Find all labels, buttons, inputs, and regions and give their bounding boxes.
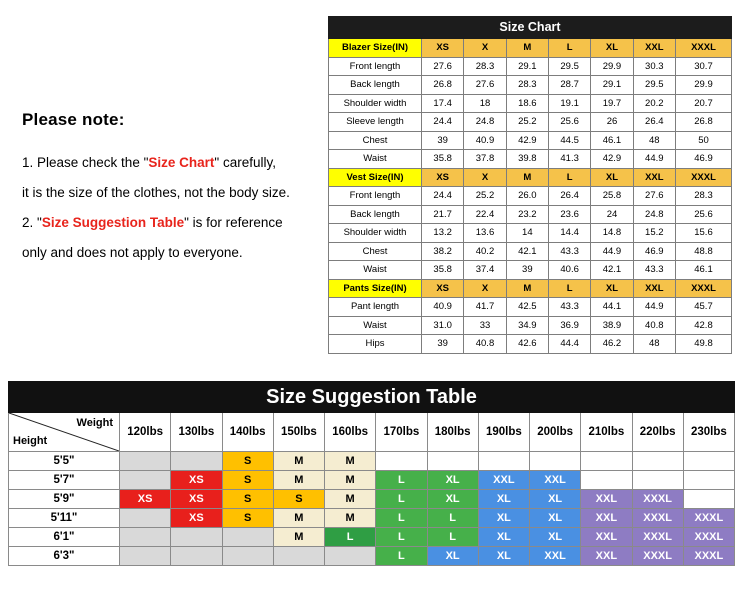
size-chart-row: [329, 57, 732, 76]
size-chart-cell: 44.9: [633, 298, 675, 317]
suggestion-cell: XL: [427, 547, 478, 566]
size-chart-title-row: [329, 17, 732, 39]
weight-column-header: 170lbs: [376, 413, 427, 452]
suggestion-cell: XL: [478, 490, 529, 509]
weight-column-header: 210lbs: [581, 413, 632, 452]
size-chart-cell: 18: [464, 94, 506, 113]
suggestion-cell: [120, 452, 171, 471]
suggestion-cell: S: [222, 509, 273, 528]
size-chart-size-header: XS: [422, 279, 464, 298]
suggestion-cell: [581, 471, 632, 490]
suggestion-cell: M: [325, 452, 376, 471]
size-chart-cell: 43.3: [548, 298, 590, 317]
size-chart-row: [329, 131, 732, 150]
height-row-header: 5'7": [9, 471, 120, 490]
suggestion-cell: L: [325, 528, 376, 547]
size-chart-cell: 26.8: [675, 113, 731, 132]
size-chart-measure-label: Hips: [329, 335, 422, 354]
size-chart-size-header: XL: [591, 39, 633, 58]
size-chart-row: [329, 242, 732, 261]
suggestion-cell: XL: [530, 528, 581, 547]
suggestion-title-row: [9, 382, 735, 413]
size-chart-cell: 25.2: [506, 113, 548, 132]
size-chart-cell: 28.3: [675, 187, 731, 206]
size-chart-cell: 46.2: [591, 335, 633, 354]
size-chart-cell: 23.6: [548, 205, 590, 224]
suggestion-cell: [683, 471, 734, 490]
size-chart-cell: 50: [675, 131, 731, 150]
suggestion-cell: M: [325, 509, 376, 528]
size-chart-cell: 44.4: [548, 335, 590, 354]
suggestion-cell: XXXL: [683, 528, 734, 547]
size-chart-row: [329, 113, 732, 132]
size-chart-cell: 48: [633, 131, 675, 150]
suggestion-row: [9, 509, 735, 528]
suggestion-cell: [581, 452, 632, 471]
suggestion-row: [9, 490, 735, 509]
size-chart-cell: 14.4: [548, 224, 590, 243]
size-chart-header-row: [329, 168, 732, 187]
size-chart-cell: 28.7: [548, 76, 590, 95]
size-chart-cell: 25.6: [675, 205, 731, 224]
size-chart-size-header: X: [464, 279, 506, 298]
suggestion-cell: [376, 452, 427, 471]
size-chart-category-label: Vest Size(IN): [329, 168, 422, 187]
size-chart-cell: 46.9: [675, 150, 731, 169]
suggestion-cell: XXXL: [632, 528, 683, 547]
size-chart-size-header: XXL: [633, 279, 675, 298]
suggestion-cell: S: [222, 471, 273, 490]
suggestion-cell: XXL: [530, 547, 581, 566]
size-chart-cell: 18.6: [506, 94, 548, 113]
size-chart-measure-label: Front length: [329, 187, 422, 206]
size-chart-measure-label: Chest: [329, 131, 422, 150]
size-chart-cell: 19.7: [591, 94, 633, 113]
size-chart-size-header: XXXL: [675, 168, 731, 187]
size-chart-cell: 29.1: [506, 57, 548, 76]
size-chart-cell: 29.9: [675, 76, 731, 95]
size-chart-row: [329, 150, 732, 169]
size-chart-cell: 15.2: [633, 224, 675, 243]
size-chart-size-header: XXL: [633, 168, 675, 187]
size-chart-cell: 14.8: [591, 224, 633, 243]
suggestion-cell: M: [325, 490, 376, 509]
size-suggestion-table: [8, 381, 735, 566]
suggestion-cell: XL: [478, 509, 529, 528]
suggestion-cell: [632, 471, 683, 490]
weight-column-header: 150lbs: [273, 413, 324, 452]
size-chart-cell: 40.9: [422, 298, 464, 317]
suggestion-cell: XXL: [581, 509, 632, 528]
please-note-block: [22, 110, 322, 268]
size-chart-size-header: XXXL: [675, 39, 731, 58]
suggestion-cell: [273, 547, 324, 566]
suggestion-cell: XXL: [581, 528, 632, 547]
size-chart-cell: 19.1: [548, 94, 590, 113]
size-chart-row: [329, 298, 732, 317]
size-chart-measure-label: Waist: [329, 150, 422, 169]
size-chart-cell: 48: [633, 335, 675, 354]
suggestion-cell: XS: [171, 490, 222, 509]
size-chart-cell: 24.4: [422, 113, 464, 132]
size-chart-cell: 20.7: [675, 94, 731, 113]
suggestion-row: [9, 452, 735, 471]
suggestion-cell: XL: [427, 471, 478, 490]
suggestion-cell: XXXL: [632, 547, 683, 566]
size-chart-cell: 22.4: [464, 205, 506, 224]
size-chart-cell: 42.5: [506, 298, 548, 317]
size-chart-measure-label: Shoulder width: [329, 224, 422, 243]
size-chart-header-row: [329, 279, 732, 298]
suggestion-cell: L: [376, 490, 427, 509]
note-line-1: [22, 148, 322, 178]
size-chart-measure-label: Waist: [329, 261, 422, 280]
suggestion-row: [9, 471, 735, 490]
size-chart-cell: 42.9: [591, 150, 633, 169]
size-chart-cell: 37.4: [464, 261, 506, 280]
size-chart-cell: 30.3: [633, 57, 675, 76]
size-chart-size-header: XS: [422, 168, 464, 187]
size-chart-cell: 34.9: [506, 316, 548, 335]
size-chart-measure-label: Pant length: [329, 298, 422, 317]
size-chart-cell: 42.6: [506, 335, 548, 354]
size-chart-cell: 13.2: [422, 224, 464, 243]
size-chart-size-header: M: [506, 39, 548, 58]
weight-column-header: 190lbs: [478, 413, 529, 452]
size-chart-cell: 29.5: [548, 57, 590, 76]
weight-axis-label: Weight: [76, 417, 113, 429]
size-chart-cell: 39: [506, 261, 548, 280]
size-chart-cell: 39: [422, 335, 464, 354]
size-chart-cell: 24.4: [422, 187, 464, 206]
height-row-header: 6'1": [9, 528, 120, 547]
suggestion-cell: XL: [478, 528, 529, 547]
size-chart-cell: 26.4: [633, 113, 675, 132]
size-chart-cell: 45.7: [675, 298, 731, 317]
height-row-header: 6'3": [9, 547, 120, 566]
size-chart-cell: 26: [591, 113, 633, 132]
suggestion-cell: L: [376, 509, 427, 528]
suggestion-cell: M: [273, 528, 324, 547]
size-chart-cell: 17.4: [422, 94, 464, 113]
size-chart-cell: 46.1: [675, 261, 731, 280]
size-chart-cell: 30.7: [675, 57, 731, 76]
size-chart-cell: 44.5: [548, 131, 590, 150]
size-chart-size-header: M: [506, 168, 548, 187]
suggestion-cell: L: [427, 509, 478, 528]
suggestion-cell: [120, 528, 171, 547]
size-chart-cell: 35.8: [422, 150, 464, 169]
size-chart-cell: 40.8: [464, 335, 506, 354]
suggestion-cell: XXL: [478, 471, 529, 490]
size-chart-cell: 38.9: [591, 316, 633, 335]
size-chart-size-header: X: [464, 168, 506, 187]
height-row-header: 5'11": [9, 509, 120, 528]
size-chart-header-row: [329, 39, 732, 58]
size-chart-cell: 24.8: [464, 113, 506, 132]
size-chart-size-header: X: [464, 39, 506, 58]
size-chart-cell: 43.3: [548, 242, 590, 261]
height-row-header: 5'9": [9, 490, 120, 509]
suggestion-cell: [120, 509, 171, 528]
size-chart-table: [328, 16, 732, 354]
suggestion-cell: [222, 528, 273, 547]
size-chart-cell: 20.2: [633, 94, 675, 113]
size-chart-cell: 38.2: [422, 242, 464, 261]
size-chart-cell: 28.3: [506, 76, 548, 95]
size-chart-cell: 46.9: [633, 242, 675, 261]
suggestion-cell: M: [325, 471, 376, 490]
size-chart-cell: 26.4: [548, 187, 590, 206]
size-chart-cell: 35.8: [422, 261, 464, 280]
suggestion-row: [9, 547, 735, 566]
size-chart-cell: 37.8: [464, 150, 506, 169]
suggestion-cell: XL: [427, 490, 478, 509]
size-chart-cell: 40.9: [464, 131, 506, 150]
size-chart-size-header: L: [548, 279, 590, 298]
size-chart-measure-label: Chest: [329, 242, 422, 261]
height-axis-label: Height: [13, 435, 48, 447]
size-chart-size-header: XL: [591, 168, 633, 187]
suggestion-cell: [530, 452, 581, 471]
size-chart-row: [329, 335, 732, 354]
suggestion-cell: L: [376, 471, 427, 490]
size-chart-cell: 39: [422, 131, 464, 150]
suggestion-cell: XXXL: [683, 509, 734, 528]
size-chart-cell: 25.8: [591, 187, 633, 206]
note-line-3-text-b: " is for reference: [184, 215, 283, 230]
size-chart-cell: 33: [464, 316, 506, 335]
note-line-1-text-b: " carefully,: [214, 155, 276, 170]
suggestion-cell: XL: [530, 490, 581, 509]
weight-column-header: 130lbs: [171, 413, 222, 452]
size-chart-cell: 44.9: [633, 150, 675, 169]
suggestion-cell: [120, 547, 171, 566]
weight-column-header: 140lbs: [222, 413, 273, 452]
size-chart-cell: 42.8: [675, 316, 731, 335]
suggestion-cell: XXXL: [632, 490, 683, 509]
size-chart-cell: 28.3: [464, 57, 506, 76]
size-chart-cell: 41.3: [548, 150, 590, 169]
suggestion-cell: XXXL: [683, 547, 734, 566]
suggestion-cell: XS: [171, 471, 222, 490]
size-chart-cell: 44.1: [591, 298, 633, 317]
size-chart-measure-label: Back length: [329, 205, 422, 224]
suggestion-cell: XL: [478, 547, 529, 566]
size-chart-cell: 44.9: [591, 242, 633, 261]
size-chart-cell: 29.1: [591, 76, 633, 95]
suggestion-cell: XXL: [530, 471, 581, 490]
suggestion-cell: XS: [171, 509, 222, 528]
size-chart-cell: 40.2: [464, 242, 506, 261]
note-line-3-text-a: 2. ": [22, 215, 42, 230]
suggestion-cell: XXL: [581, 547, 632, 566]
size-chart-cell: 27.6: [633, 187, 675, 206]
suggestion-cell: M: [273, 471, 324, 490]
size-chart-cell: 42.1: [591, 261, 633, 280]
note-line-4: only and does not apply to everyone.: [22, 245, 243, 260]
size-chart-cell: 40.6: [548, 261, 590, 280]
size-chart-category-label: Blazer Size(IN): [329, 39, 422, 58]
size-chart-measure-label: Shoulder width: [329, 94, 422, 113]
size-chart-measure-label: Front length: [329, 57, 422, 76]
weight-column-header: 180lbs: [427, 413, 478, 452]
size-chart-cell: 49.8: [675, 335, 731, 354]
size-chart-cell: 15.6: [675, 224, 731, 243]
suggestion-cell: XS: [120, 490, 171, 509]
size-chart-size-header: L: [548, 39, 590, 58]
size-chart-size-header: XXXL: [675, 279, 731, 298]
suggestion-cell: XL: [530, 509, 581, 528]
suggestion-table-title: Size Suggestion Table: [9, 382, 735, 413]
suggestion-cell: [325, 547, 376, 566]
size-chart-row: [329, 205, 732, 224]
size-chart-cell: 48.8: [675, 242, 731, 261]
suggestion-cell: S: [222, 490, 273, 509]
suggestion-cell: [683, 452, 734, 471]
size-chart-cell: 23.2: [506, 205, 548, 224]
weight-height-corner-cell: [9, 413, 120, 452]
suggestion-cell: XXXL: [632, 509, 683, 528]
size-chart-row: [329, 224, 732, 243]
size-chart-cell: 27.6: [422, 57, 464, 76]
size-chart-measure-label: Sleeve length: [329, 113, 422, 132]
size-chart-title: Size Chart: [329, 17, 732, 39]
weight-column-header: 220lbs: [632, 413, 683, 452]
size-chart-measure-label: Back length: [329, 76, 422, 95]
suggestion-cell: [632, 452, 683, 471]
suggestion-cell: [171, 528, 222, 547]
height-row-header: 5'5": [9, 452, 120, 471]
suggestion-cell: [171, 452, 222, 471]
suggestion-cell: S: [273, 490, 324, 509]
size-chart-cell: 46.1: [591, 131, 633, 150]
suggestion-cell: M: [273, 509, 324, 528]
suggestion-cell: [683, 490, 734, 509]
note-line-1-text-a: 1. Please check the ": [22, 155, 149, 170]
size-chart-size-header: XL: [591, 279, 633, 298]
size-chart-cell: 25.2: [464, 187, 506, 206]
size-chart-cell: 42.9: [506, 131, 548, 150]
size-chart-size-header: XS: [422, 39, 464, 58]
weight-column-header: 200lbs: [530, 413, 581, 452]
size-chart-row: [329, 94, 732, 113]
suggestion-cell: [222, 547, 273, 566]
size-chart-row: [329, 316, 732, 335]
size-chart-cell: 26.8: [422, 76, 464, 95]
size-chart-cell: 13.6: [464, 224, 506, 243]
size-chart-cell: 24.8: [633, 205, 675, 224]
suggestion-cell: XXL: [581, 490, 632, 509]
size-chart-cell: 14: [506, 224, 548, 243]
note-size-chart-emphasis: Size Chart: [148, 155, 215, 170]
size-chart-cell: 21.7: [422, 205, 464, 224]
size-chart-cell: 41.7: [464, 298, 506, 317]
size-chart-size-header: XXL: [633, 39, 675, 58]
size-chart-cell: 39.8: [506, 150, 548, 169]
suggestion-cell: L: [376, 547, 427, 566]
note-suggestion-table-emphasis: Size Suggestion Table: [41, 215, 185, 230]
size-chart-cell: 24: [591, 205, 633, 224]
size-chart-cell: 26.0: [506, 187, 548, 206]
suggestion-cell: L: [427, 528, 478, 547]
size-chart-cell: 40.8: [633, 316, 675, 335]
note-line-2: it is the size of the clothes, not the body size.: [22, 185, 290, 200]
suggestion-cell: [427, 452, 478, 471]
suggestion-cell: L: [376, 528, 427, 547]
size-chart-size-header: M: [506, 279, 548, 298]
size-chart-row: [329, 261, 732, 280]
suggestion-cell: [478, 452, 529, 471]
suggestion-header-row: [9, 413, 735, 452]
suggestion-row: [9, 528, 735, 547]
size-chart-measure-label: Waist: [329, 316, 422, 335]
size-chart-category-label: Pants Size(IN): [329, 279, 422, 298]
note-title: Please note:: [22, 110, 125, 129]
size-chart-size-header: L: [548, 168, 590, 187]
size-chart-cell: 42.1: [506, 242, 548, 261]
size-chart-cell: 29.9: [591, 57, 633, 76]
size-chart-cell: 29.5: [633, 76, 675, 95]
suggestion-cell: M: [273, 452, 324, 471]
size-chart-cell: 36.9: [548, 316, 590, 335]
size-chart-row: [329, 76, 732, 95]
size-chart-row: [329, 187, 732, 206]
suggestion-cell: S: [222, 452, 273, 471]
size-chart-cell: 25.6: [548, 113, 590, 132]
size-chart-cell: 31.0: [422, 316, 464, 335]
suggestion-cell: [120, 471, 171, 490]
size-chart-cell: 43.3: [633, 261, 675, 280]
weight-column-header: 120lbs: [120, 413, 171, 452]
weight-column-header: 230lbs: [683, 413, 734, 452]
weight-column-header: 160lbs: [325, 413, 376, 452]
size-chart-cell: 27.6: [464, 76, 506, 95]
suggestion-cell: [171, 547, 222, 566]
note-line-3: [22, 208, 322, 238]
